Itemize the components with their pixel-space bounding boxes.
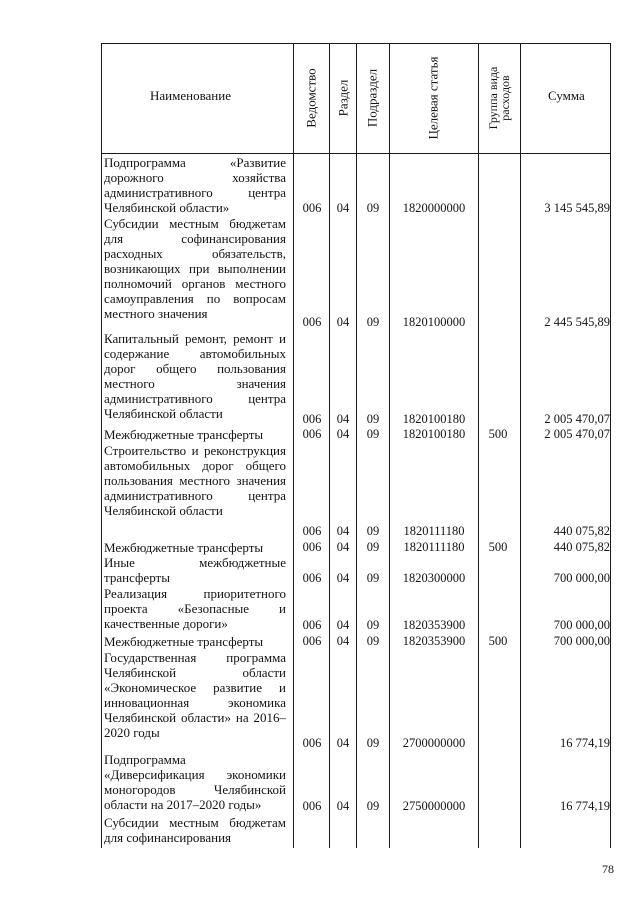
- col-border-ved: [293, 43, 294, 848]
- header-razdel: Раздел: [335, 79, 351, 117]
- row-gruppa: 500: [488, 540, 508, 554]
- row-summa: 3 145 545,89: [544, 201, 610, 215]
- row-summa: 2 005 470,07: [544, 427, 610, 441]
- row-vedomstvo: 006: [302, 634, 322, 648]
- col-border-right: [610, 43, 611, 848]
- row-podrazdel: 09: [366, 524, 380, 538]
- row-podrazdel: 09: [366, 412, 380, 426]
- row-vedomstvo: 006: [302, 540, 322, 554]
- row-summa: 700 000,00: [553, 571, 610, 585]
- row-celevaya: 1820100180: [402, 427, 466, 441]
- row-razdel: 04: [336, 201, 350, 215]
- page-number: 78: [602, 862, 614, 876]
- row-podrazdel: 09: [366, 736, 380, 750]
- row-vedomstvo: 006: [302, 201, 322, 215]
- row-podrazdel: 09: [366, 571, 380, 585]
- row-celevaya: 2750000000: [402, 799, 466, 813]
- row-summa: 16 774,19: [560, 799, 610, 813]
- row-celevaya: 1820000000: [402, 201, 466, 215]
- header-celevaya: Целевая статья: [425, 56, 441, 140]
- row-podrazdel: 09: [366, 427, 380, 441]
- row-podrazdel: 09: [366, 201, 380, 215]
- row-celevaya: 1820353900: [402, 634, 466, 648]
- row-name: Государственная программа Челябинской области «Экономическое развитие и инновационная экономика Челябинской области» на 2016–2020 годы: [104, 650, 286, 740]
- row-celevaya: 1820300000: [402, 571, 466, 585]
- row-razdel: 04: [336, 736, 350, 750]
- header-podrazdel: Подраздел: [364, 68, 380, 128]
- row-razdel: 04: [336, 315, 350, 329]
- row-name: Межбюджетные трансферты: [104, 540, 264, 555]
- row-vedomstvo: 006: [302, 427, 322, 441]
- header-vedomstvo: Ведомство: [303, 68, 319, 128]
- row-gruppa: 500: [488, 427, 508, 441]
- col-border-podrazdel: [356, 43, 357, 848]
- header-gruppa: Группа вида расходов: [486, 66, 512, 130]
- row-summa: 16 774,19: [560, 736, 610, 750]
- row-celevaya: 1820353900: [402, 618, 466, 632]
- row-razdel: 04: [336, 427, 350, 441]
- row-vedomstvo: 006: [302, 524, 322, 538]
- row-name: Субсидии местным бюджетам для софинансирования расходных обязательств, возникающих при выполнении полномочий органов местного самоуправления по вопросам местного значения: [104, 216, 286, 321]
- row-celevaya: 1820100180: [402, 412, 466, 426]
- col-border-sum: [520, 43, 521, 848]
- header-summa: Сумма: [548, 88, 585, 103]
- row-name: Межбюджетные трансферты: [104, 427, 264, 442]
- row-razdel: 04: [336, 799, 350, 813]
- row-name: Подпрограмма «Диверсификация экономики моногородов Челябинской области на 2017–2020 годы»: [104, 752, 286, 812]
- row-name: Реализация приоритетного проекта «Безопасные и качественные дороги»: [104, 586, 286, 631]
- row-celevaya: 1820111180: [403, 524, 465, 538]
- row-vedomstvo: 006: [302, 412, 322, 426]
- row-podrazdel: 09: [366, 315, 380, 329]
- col-border-left: [101, 43, 102, 848]
- row-gruppa: 500: [488, 634, 508, 648]
- col-border-cel: [389, 43, 390, 848]
- col-border-razdel: [329, 43, 330, 848]
- row-podrazdel: 09: [366, 540, 380, 554]
- row-razdel: 04: [336, 412, 350, 426]
- row-vedomstvo: 006: [302, 315, 322, 329]
- row-celevaya: 1820100000: [402, 315, 466, 329]
- row-summa: 440 075,82: [553, 540, 610, 554]
- row-vedomstvo: 006: [302, 618, 322, 632]
- row-name: Межбюджетные трансферты: [104, 634, 264, 649]
- row-name: Иные межбюджетные трансферты: [104, 555, 286, 585]
- row-vedomstvo: 006: [302, 736, 322, 750]
- row-razdel: 04: [336, 524, 350, 538]
- row-name: Субсидии местным бюджетам для софинансирования: [104, 815, 286, 845]
- row-razdel: 04: [336, 540, 350, 554]
- col-border-grp: [478, 43, 479, 848]
- row-summa: 2 005 470,07: [544, 412, 610, 426]
- row-podrazdel: 09: [366, 799, 380, 813]
- row-vedomstvo: 006: [302, 799, 322, 813]
- row-summa: 2 445 545,89: [544, 315, 610, 329]
- header-name: Наименование: [150, 88, 231, 103]
- row-summa: 700 000,00: [553, 634, 610, 648]
- row-razdel: 04: [336, 618, 350, 632]
- row-celevaya: 2700000000: [402, 736, 466, 750]
- row-name: Капитальный ремонт, ремонт и содержание автомобильных дорог общего пользования местного значения административного центра Челябинской области: [104, 331, 286, 421]
- row-celevaya: 1820111180: [403, 540, 465, 554]
- row-vedomstvo: 006: [302, 571, 322, 585]
- row-summa: 440 075,82: [553, 524, 610, 538]
- row-podrazdel: 09: [366, 618, 380, 632]
- row-podrazdel: 09: [366, 634, 380, 648]
- row-razdel: 04: [336, 634, 350, 648]
- row-summa: 700 000,00: [553, 618, 610, 632]
- row-name: Подпрограмма «Развитие дорожного хозяйства административного центра Челябинской области»: [104, 155, 286, 215]
- row-name: Строительство и реконструкция автомобильных дорог общего пользования местного значения административного центра Челябинской области: [104, 443, 286, 518]
- row-razdel: 04: [336, 571, 350, 585]
